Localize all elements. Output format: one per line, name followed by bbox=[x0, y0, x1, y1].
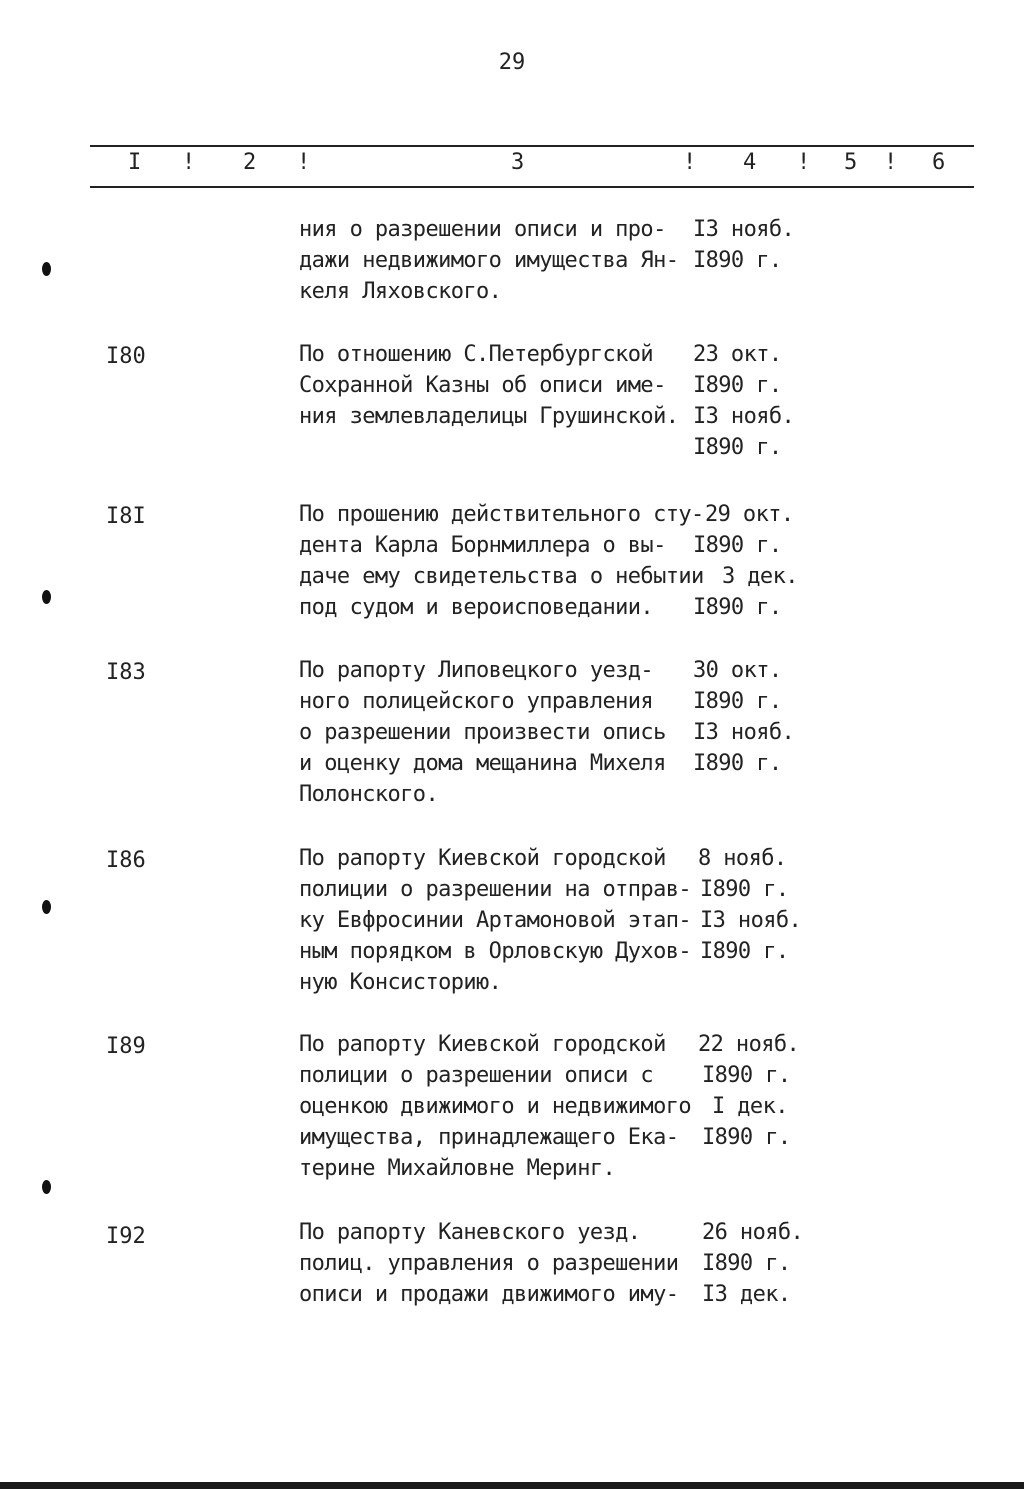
date-line: 8 нояб. bbox=[698, 846, 787, 871]
header-col-6: 6 bbox=[932, 150, 946, 175]
date-line: 30 окт. bbox=[693, 658, 782, 683]
header-top-rule bbox=[90, 145, 974, 147]
description-line: имущества, принадлежащего Ека- bbox=[299, 1125, 679, 1150]
header-col-4: 4 bbox=[743, 150, 757, 175]
date-line: I890 г. bbox=[693, 533, 782, 558]
row-number: I92 bbox=[106, 1224, 146, 1249]
description-line: и оценку дома мещанина Михеля bbox=[299, 751, 666, 776]
description-line: По прошению действительного сту- bbox=[299, 502, 704, 527]
header-col-5: 5 bbox=[844, 150, 858, 175]
description-line: ния о разрешении описи и про- bbox=[299, 217, 666, 242]
description-line: Полонского. bbox=[299, 782, 439, 807]
description-line: под судом и вероисповедании. bbox=[299, 595, 654, 620]
date-line: I890 г. bbox=[693, 689, 782, 714]
description-line: ным порядком в Орловскую Духов- bbox=[299, 939, 691, 964]
description-line: о разрешении произвести опись bbox=[299, 720, 666, 745]
date-line: I3 нояб. bbox=[700, 908, 802, 933]
date-line: 22 нояб. bbox=[698, 1032, 800, 1057]
description-line: дента Карла Борнмиллера о вы- bbox=[299, 533, 666, 558]
description-line: По рапорту Каневского уезд. bbox=[299, 1220, 641, 1245]
date-line: I890 г. bbox=[693, 248, 782, 273]
header-sep-5: ! bbox=[884, 150, 898, 175]
row-number: I80 bbox=[106, 344, 146, 369]
scan-bottom-edge bbox=[0, 1482, 1024, 1489]
date-line: 3 дек. bbox=[722, 564, 798, 589]
date-line: I3 нояб. bbox=[693, 217, 795, 242]
description-line: По рапорту Киевской городской bbox=[299, 1032, 666, 1057]
description-line: По рапорту Липовецкого уезд- bbox=[299, 658, 654, 683]
header-col-2: 2 bbox=[243, 150, 257, 175]
description-line: Сохранной Казны об описи име- bbox=[299, 373, 666, 398]
description-line: ния землевладелицы Грушинской. bbox=[299, 404, 679, 429]
description-line: терине Михайловне Меринг. bbox=[299, 1156, 616, 1181]
date-line: I890 г. bbox=[693, 373, 782, 398]
punch-hole-mark bbox=[42, 590, 51, 604]
description-line: ного полицейского управления bbox=[299, 689, 654, 714]
punch-hole-mark bbox=[42, 900, 51, 914]
description-line: оценкою движимого и недвижимого bbox=[299, 1094, 691, 1119]
date-line: I890 г. bbox=[700, 939, 789, 964]
row-number: I86 bbox=[106, 848, 146, 873]
description-line: ку Евфросинии Артамоновой этап- bbox=[299, 908, 691, 933]
date-line: 26 нояб. bbox=[702, 1220, 804, 1245]
description-line: даче ему свидетельства о небытии bbox=[299, 564, 704, 589]
description-line: ную Консисторию. bbox=[299, 970, 502, 995]
description-line: келя Ляховского. bbox=[299, 279, 502, 304]
row-number: I89 bbox=[106, 1034, 146, 1059]
description-line: По отношению С.Петербургской bbox=[299, 342, 654, 367]
date-line: I890 г. bbox=[693, 595, 782, 620]
date-line: I890 г. bbox=[700, 877, 789, 902]
date-line: 23 окт. bbox=[693, 342, 782, 367]
header-sep-1: ! bbox=[182, 150, 196, 175]
page-number: 29 bbox=[498, 50, 526, 75]
date-line: I890 г. bbox=[693, 435, 782, 460]
header-sep-2: ! bbox=[297, 150, 311, 175]
description-line: По рапорту Киевской городской bbox=[299, 846, 666, 871]
date-line: 29 окт. bbox=[705, 502, 794, 527]
header-col-1: I bbox=[128, 150, 142, 175]
date-line: I3 нояб. bbox=[693, 720, 795, 745]
date-line: I890 г. bbox=[702, 1251, 791, 1276]
description-line: дажи недвижимого имущества Ян- bbox=[299, 248, 679, 273]
punch-hole-mark bbox=[42, 1180, 51, 1194]
date-line: I3 дек. bbox=[702, 1282, 791, 1307]
date-line: I890 г. bbox=[702, 1125, 791, 1150]
date-line: I3 нояб. bbox=[693, 404, 795, 429]
description-line: полиц. управления о разрешении bbox=[299, 1251, 679, 1276]
header-bottom-rule bbox=[90, 186, 974, 188]
header-col-3: 3 bbox=[511, 150, 525, 175]
row-number: I8I bbox=[106, 504, 146, 529]
punch-hole-mark bbox=[42, 262, 51, 276]
row-number: I83 bbox=[106, 660, 146, 685]
date-line: I890 г. bbox=[702, 1063, 791, 1088]
header-sep-4: ! bbox=[797, 150, 811, 175]
description-line: полиции о разрешении на отправ- bbox=[299, 877, 691, 902]
header-sep-3: ! bbox=[683, 150, 697, 175]
description-line: описи и продажи движимого иму- bbox=[299, 1282, 679, 1307]
description-line: полиции о разрешении описи с bbox=[299, 1063, 654, 1088]
date-line: I890 г. bbox=[693, 751, 782, 776]
date-line: I дек. bbox=[712, 1094, 788, 1119]
